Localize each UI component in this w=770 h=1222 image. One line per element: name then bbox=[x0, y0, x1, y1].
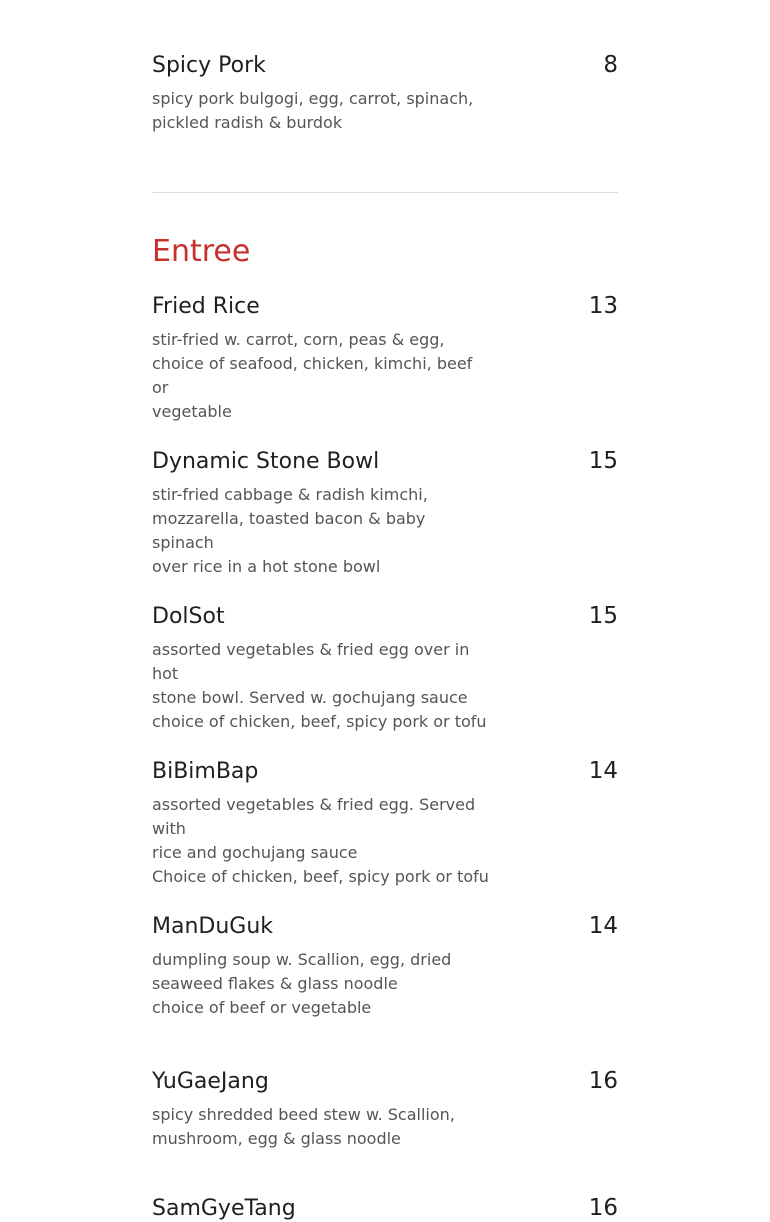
menu-item-price: 14 bbox=[588, 913, 618, 939]
menu-item-price: 15 bbox=[588, 448, 618, 474]
section-divider bbox=[152, 192, 618, 193]
menu-item-name: Fried Rice bbox=[152, 294, 260, 319]
menu-item-name: Dynamic Stone Bowl bbox=[152, 449, 380, 474]
menu-item-description: spicy pork bulgogi, egg, carrot, spinach, pickled radish & burdok bbox=[152, 89, 474, 132]
menu-item-name: SamGyeTang bbox=[152, 1196, 296, 1221]
menu-item-description: stir-fried cabbage & radish kimchi, mozzarella, toasted bacon & baby spinach over rice in a hot stone bowl bbox=[152, 485, 428, 576]
menu-item-description: assorted vegetables & fried egg over in hot stone bowl. Served w. gochujang sauce choice of chicken, beef, spicy pork or tofu bbox=[152, 640, 487, 731]
menu-item-description: spicy shredded beed stew w. Scallion, mushroom, egg & glass noodle bbox=[152, 1105, 455, 1148]
menu-item-description: stir-fried w. carrot, corn, peas & egg, choice of seafood, chicken, kimchi, beef or vegetable bbox=[152, 330, 473, 421]
menu-item-description: dumpling soup w. Scallion, egg, dried seaweed flakes & glass noodle choice of beef or vegetable bbox=[152, 950, 452, 1017]
menu-item-price: 15 bbox=[588, 603, 618, 629]
menu-item-name: YuGaeJang bbox=[152, 1069, 269, 1094]
menu-item-price: 16 bbox=[588, 1195, 618, 1221]
menu-item-price: 16 bbox=[588, 1068, 618, 1094]
menu-item-name: DolSot bbox=[152, 604, 225, 629]
menu-item-price: 8 bbox=[603, 52, 618, 78]
menu-item-price: 13 bbox=[588, 293, 618, 319]
section-title: Entree bbox=[152, 234, 251, 269]
menu-item-description: assorted vegetables & fried egg. Served with rice and gochujang sauce Choice of chicken, beef, spicy pork or tofu bbox=[152, 795, 489, 886]
menu-item-name: BiBimBap bbox=[152, 759, 259, 784]
menu-item-name: ManDuGuk bbox=[152, 914, 274, 939]
menu-item-name: Spicy Pork bbox=[152, 53, 266, 78]
menu-item-price: 14 bbox=[588, 758, 618, 784]
